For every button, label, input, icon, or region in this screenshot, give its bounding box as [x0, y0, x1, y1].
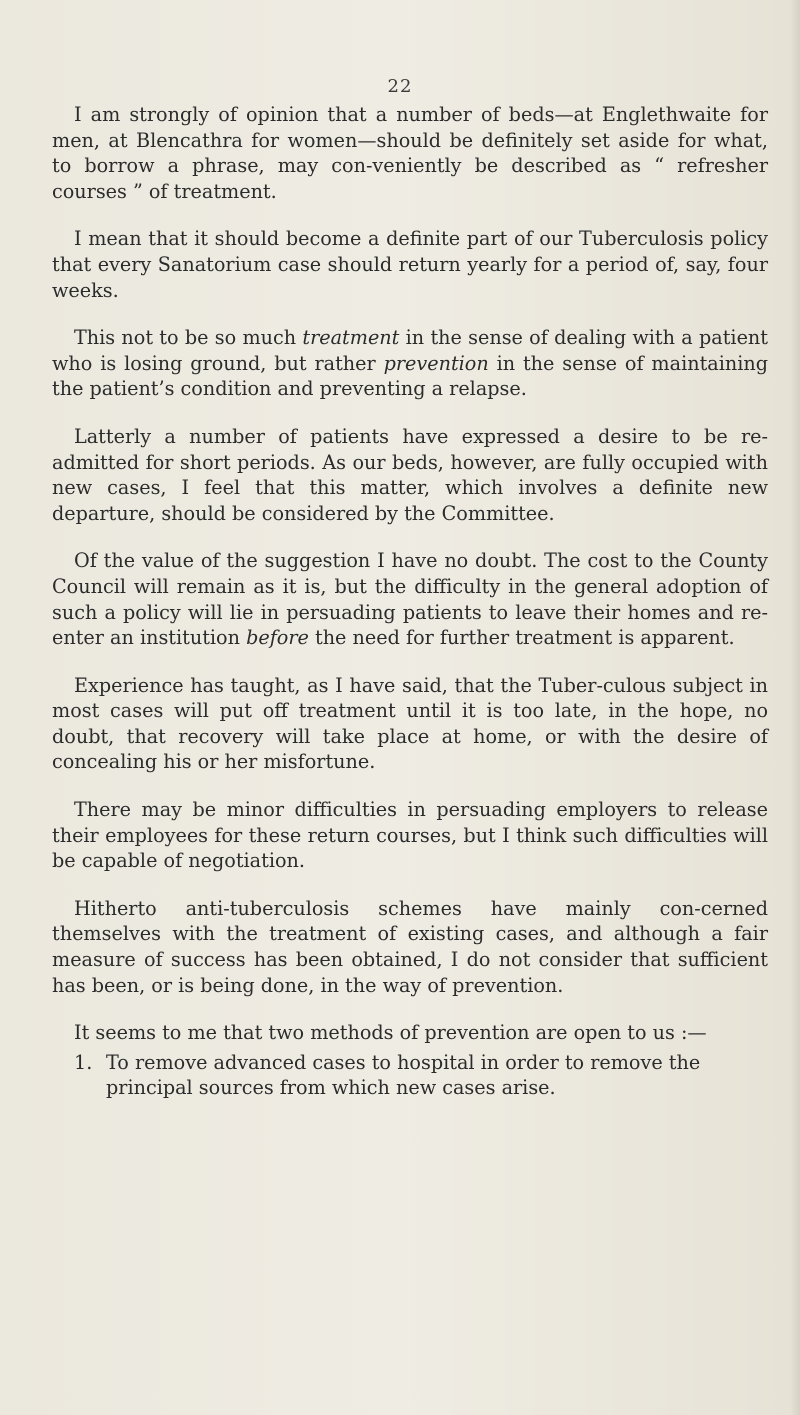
paragraph-anti-tuberculosis-schemes: Hitherto anti-tuberculosis schemes have mainly con-cerned themselves with the treatment of existing cases, and although a fair measure of success has been obtained, I do not consider that sufficient has been, or is being done, in the way of prevention. [52, 896, 768, 997]
paragraph-value-of-suggestion [52, 548, 768, 650]
paragraph-methods-of-prevention: It seems to me that two methods of prevention are open to us :— [74, 1021, 707, 1045]
paragraph-prevention [52, 325, 768, 402]
paragraph-readmission: Latterly a number of patients have expressed a desire to be re-admitted for short periods. As our beds, however, are fully occupied with new cases, I feel that this matter, which involves a definite new departure, should be considered by the Committee. [52, 424, 768, 525]
text-span: in the sense of dealing with a patient who is losing ground, but rather [52, 326, 768, 375]
paragraph-experience: Experience has taught, as I have said, that the Tuber-culous subject in most cases will put off treatment until it is too late, in the hope, no doubt, that recovery will take place at home, or with the desire of concealing his or her misfortune. [52, 673, 768, 774]
body-text [52, 102, 768, 1101]
paragraph-employers: There may be minor difficulties in persuading employers to release their employees for these return courses, but I think such difficulties will be capable of negotiation. [52, 798, 768, 873]
emphasis-treatment: treatment [302, 326, 400, 350]
text-span: This not to be so much [74, 326, 303, 350]
paragraph-refresher-courses: I am strongly of opinion that a number of beds—at Englethwaite for men, at Blencathra for women—should be definitely set aside for what, to borrow a phrase, may con-veniently be described as “ refresher courses ” of treatment. [52, 103, 768, 203]
text-span: Of the value of the suggestion I have no doubt. The cost to the County Council will remain as it is, but the difficulty in the general adoption of such a policy will lie in persuading patients to leave their homes and re-enter an institution [52, 549, 768, 650]
text-span: in the sense of maintaining the patient’s condition and preventing a relapse. [52, 351, 768, 401]
emphasis-before: before [246, 626, 309, 650]
emphasis-prevention: prevention [383, 351, 489, 375]
page-number: 22 [387, 76, 413, 97]
list-item [52, 1050, 768, 1101]
page-edge-shadow [790, 0, 800, 1415]
text-span: the need for further treatment is apparent. [308, 626, 735, 650]
list-item-text: To remove advanced cases to hospital in order to remove the principal sources from which new cases arise. [106, 1050, 701, 1100]
list-item-number: 1. [74, 1050, 93, 1074]
paragraph-tuberculosis-policy: I mean that it should become a definite part of our Tuberculosis policy that every Sanatorium case should return yearly for a period of, say, four weeks. [52, 227, 768, 302]
